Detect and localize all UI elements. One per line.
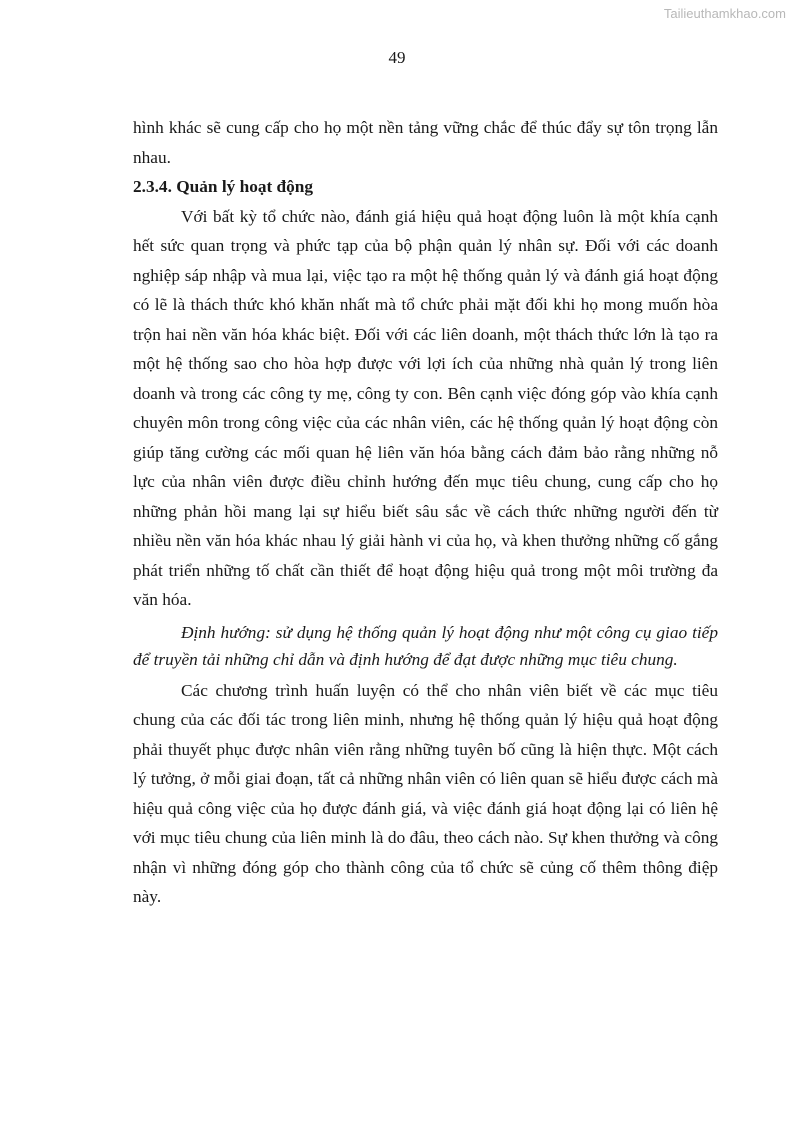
page-body (133, 113, 718, 912)
body-paragraph: Các chương trình huấn luyện có thể cho nhân viên biết về các mục tiêu chung của các đối tác trong liên minh, nhưng hệ thống quản lý hiệu quả hoạt động phải thuyết phục được nhân viên rằng những tuyên bố cũng là hiện thực. Một cách lý tưởng, ở mỗi giai đoạn, tất cả những nhân viên có liên quan sẽ hiểu được cách mà hiệu quả công việc của họ được đánh giá, và việc đánh giá hoạt động lại có liên hệ với mục tiêu chung của liên minh là do đâu, theo cách nào. Sự khen thưởng và công nhận vì những đóng góp cho thành công của tổ chức sẽ củng cố thêm thông điệp này. (133, 680, 718, 906)
body-paragraph: Với bất kỳ tổ chức nào, đánh giá hiệu quả hoạt động luôn là một khía cạnh hết sức quan trọng và phức tạp của bộ phận quản lý nhân sự. Đối với các doanh nghiệp sáp nhập và mua lại, việc tạo ra một hệ thống quản lý và đánh giá hoạt động có lẽ là thách thức khó khăn nhất mà tổ chức phải mặt đối khi họ mong muốn hòa trộn hai nền văn hóa khác biệt. Đối với các liên doanh, một thách thức lớn là tạo ra một hệ thống sao cho hòa hợp được với lợi ích của những nhà quản lý trong liên doanh và trong các công ty mẹ, công ty con. Bên cạnh việc đóng góp vào khía cạnh chuyên môn trong công việc của các nhân viên, các hệ thống quản lý hoạt động còn giúp tăng cường các mối quan hệ liên văn hóa bằng cách đảm bảo rằng những nỗ lực của nhân viên được điều chỉnh hướng đến mục tiêu chung, cung cấp cho họ những phản hồi mang lại sự hiểu biết sâu sắc về cách thức những người đến từ nhiều nền văn hóa khác nhau lý giải hành vi của họ, và khen thưởng những cố gắng phát triển những tố chất cần thiết để hoạt động hiệu quả trong một môi trường đa văn hóa. (133, 206, 718, 609)
italic-paragraph: Định hướng: sử dụng hệ thống quản lý hoạt động như một công cụ giao tiếp để truyền tải những chỉ dẫn và định hướng để đạt được những mục tiêu chung. (133, 622, 718, 669)
watermark: Tailieuthamkhao.com (663, 6, 786, 21)
section-heading: 2.3.4. Quản lý hoạt động (133, 177, 314, 196)
continuation-paragraph: hình khác sẽ cung cấp cho họ một nền tảng vững chắc để thúc đẩy sự tôn trọng lẫn nhau. (133, 118, 718, 167)
page-number: 49 (388, 48, 406, 67)
